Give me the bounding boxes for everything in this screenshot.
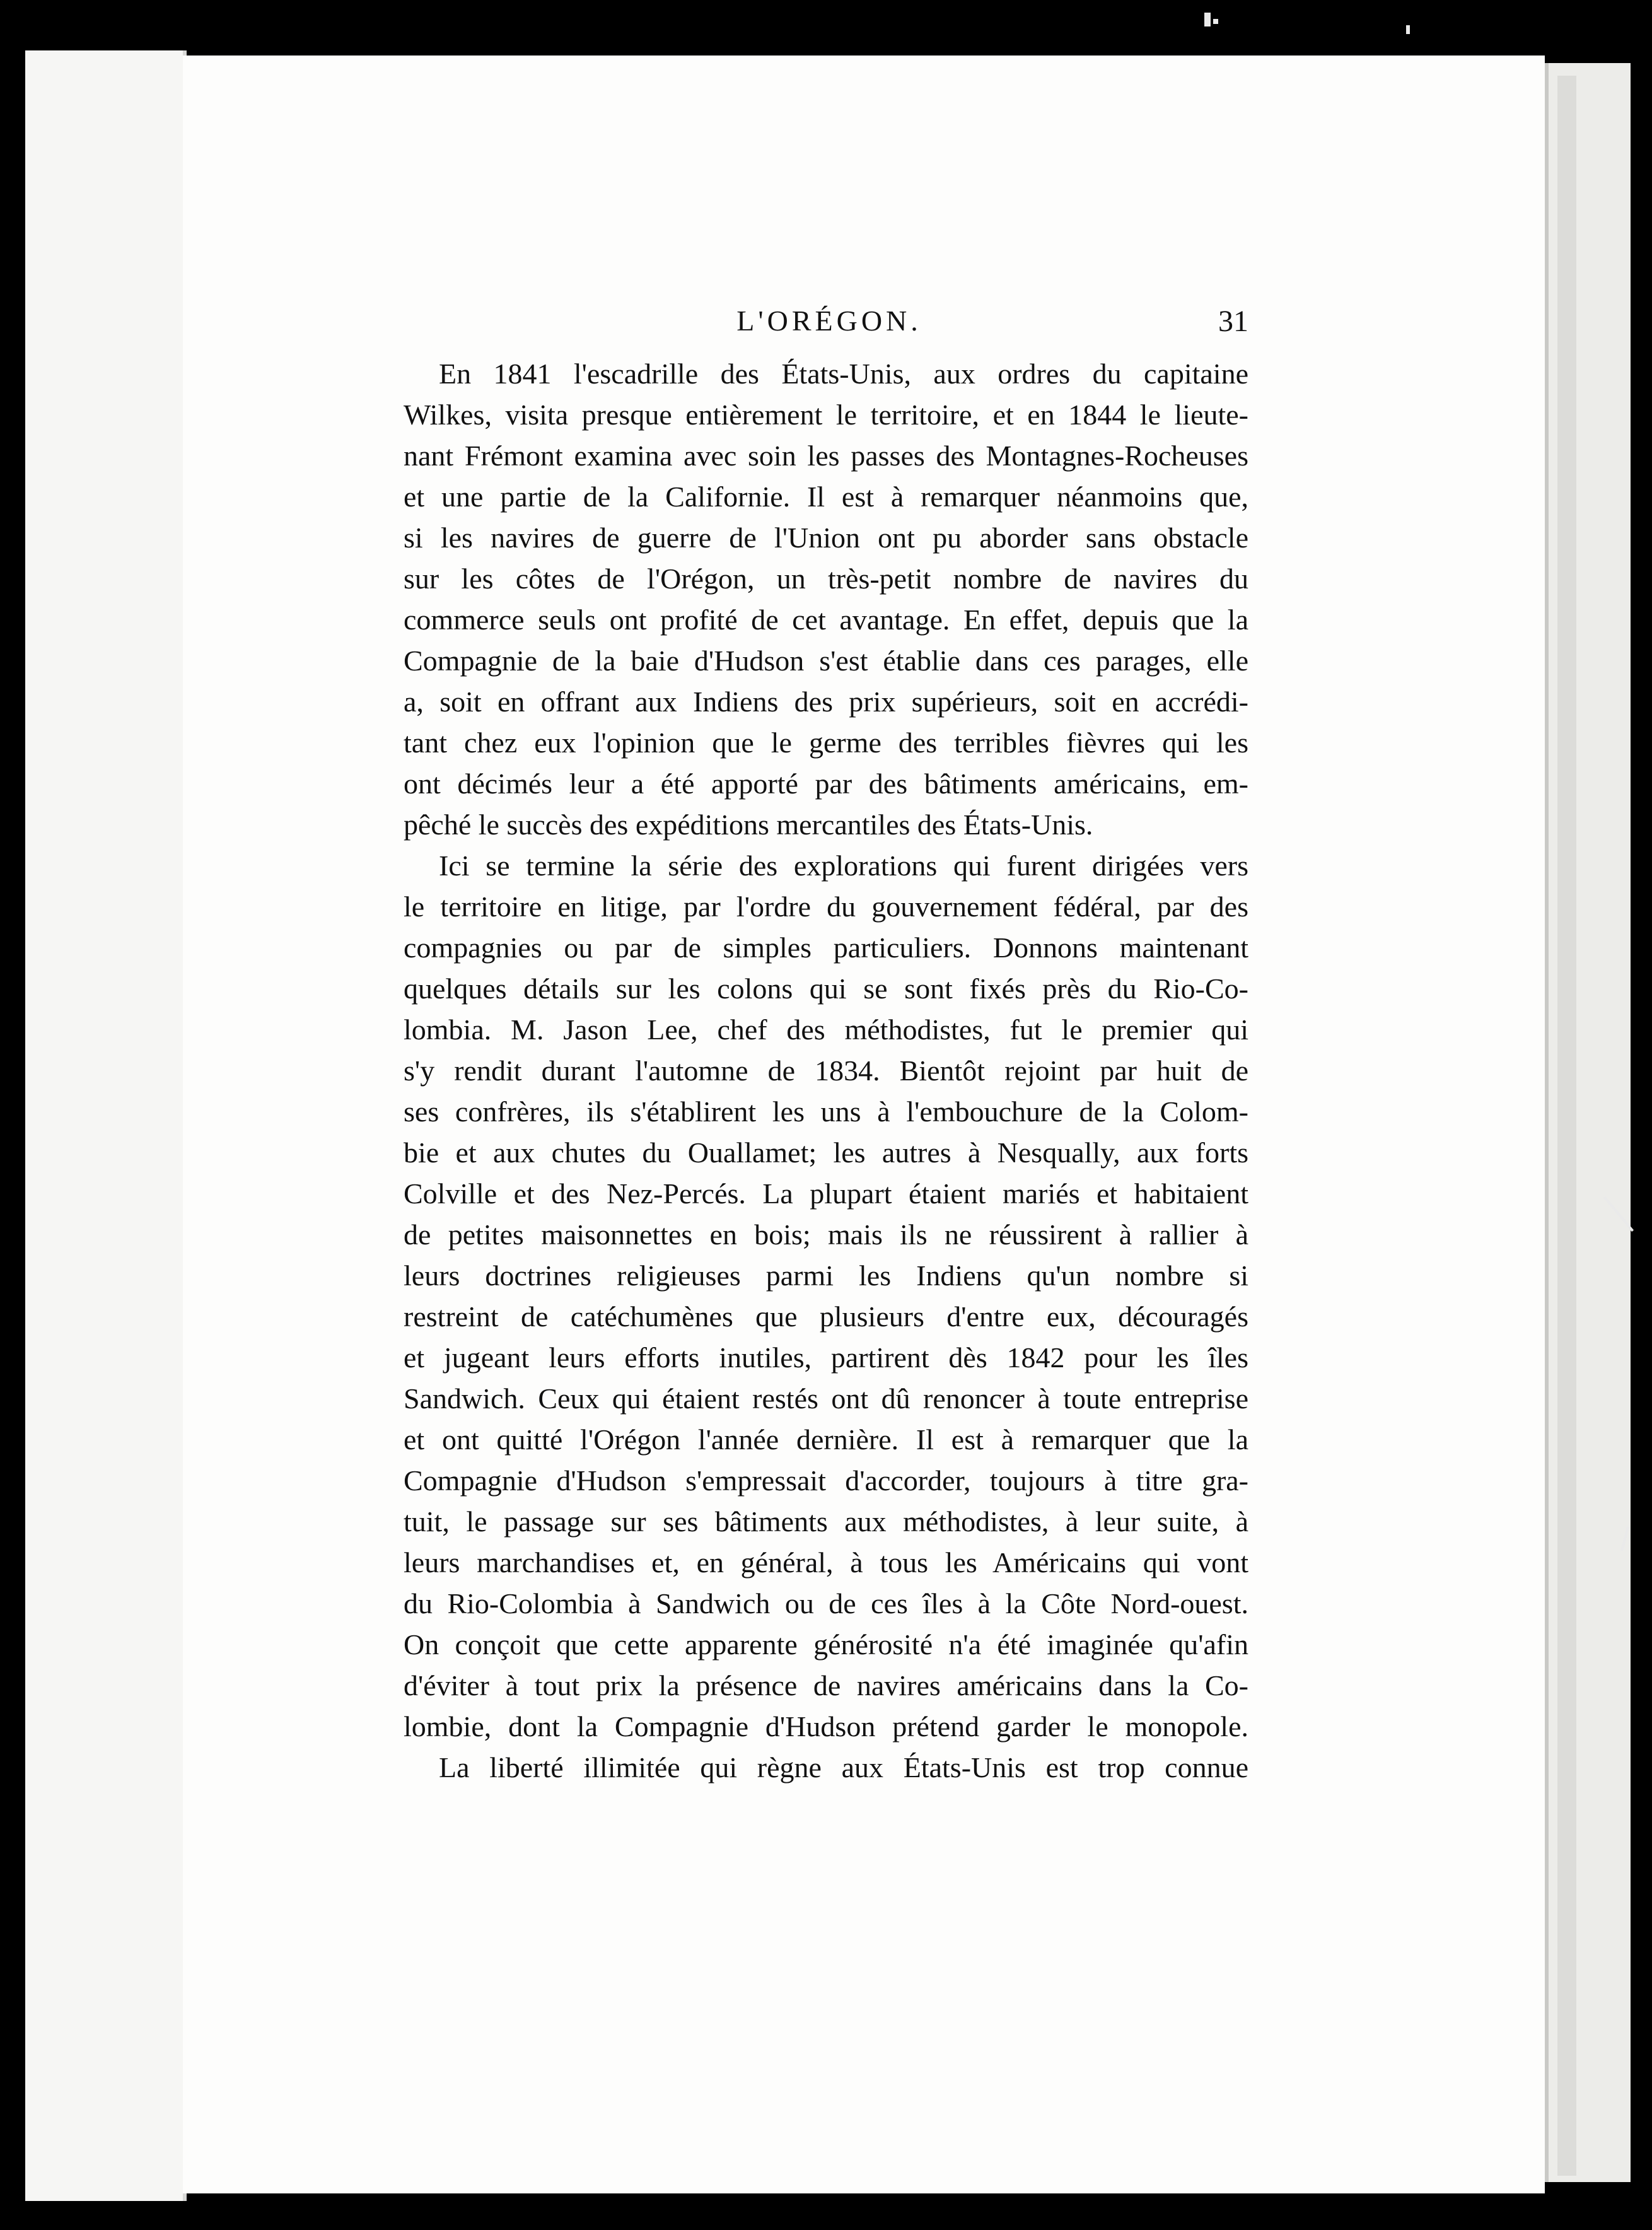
text-line: du Rio-Colombia à Sandwich ou de ces îles à la Côte Nord-ouest. xyxy=(404,1587,1248,1620)
text-line: nant Frémont examina avec soin les passes des Montagnes-Rocheuses xyxy=(404,440,1248,472)
text-body xyxy=(404,353,1248,1788)
text-line: lombia. M. Jason Lee, chef des méthodistes, fut le premier qui xyxy=(404,1013,1248,1046)
text-line: ses confrères, ils s'établirent les uns à l'embouchure de la Colom- xyxy=(404,1095,1248,1128)
text-line: Colville et des Nez-Percés. La plupart étaient mariés et habitaient xyxy=(404,1177,1248,1210)
text-line: d'éviter à tout prix la présence de navires américains dans la Co- xyxy=(404,1669,1248,1702)
text-line: compagnies ou par de simples particuliers. Donnons maintenant xyxy=(404,931,1248,964)
text-line: bie et aux chutes du Ouallamet; les autres à Nesqually, aux forts xyxy=(404,1136,1248,1169)
text-line: tuit, le passage sur ses bâtiments aux méthodistes, à leur suite, à xyxy=(404,1505,1248,1538)
text-line: Ici se termine la série des explorations qui furent dirigées vers xyxy=(439,849,1248,882)
text-line: s'y rendit durant l'automne de 1834. Bientôt rejoint par huit de xyxy=(404,1054,1248,1087)
text-line: sur les côtes de l'Orégon, un très-petit nombre de navires du xyxy=(404,563,1248,595)
text-line: lombie, dont la Compagnie d'Hudson prétend garder le monopole. xyxy=(404,1710,1248,1743)
text-line: et une partie de la Californie. Il est à remarquer néanmoins que, xyxy=(404,481,1248,513)
facing-page-edge xyxy=(25,50,187,2201)
text-line: a, soit en offrant aux Indiens des prix supérieurs, soit en accrédi- xyxy=(404,686,1248,718)
page-number: 31 xyxy=(1218,305,1248,338)
text-line: pêché le succès des expéditions mercantiles des États-Unis. xyxy=(404,809,1093,841)
text-line: En 1841 l'escadrille des États-Unis, aux ordres du capitaine xyxy=(439,358,1248,390)
text-line: et jugeant leurs efforts inutiles, partirent dès 1842 pour les îles xyxy=(404,1341,1248,1374)
text-line: si les navires de guerre de l'Union ont pu aborder sans obstacle xyxy=(404,522,1248,554)
text-line: le territoire en litige, par l'ordre du gouvernement fédéral, par des xyxy=(404,890,1248,923)
text-line: Compagnie d'Hudson s'empressait d'accorder, toujours à titre gra- xyxy=(404,1464,1248,1497)
text-line: Wilkes, visita presque entièrement le territoire, et en 1844 le lieute- xyxy=(404,399,1248,431)
running-title: L'ORÉGON. xyxy=(736,305,922,337)
text-line: leurs marchandises et, en général, à tous les Américains qui vont xyxy=(404,1546,1248,1579)
text-line: Sandwich. Ceux qui étaient restés ont dû renoncer à toute entreprise xyxy=(404,1382,1248,1415)
text-line: quelques détails sur les colons qui se sont fixés près du Rio-Co- xyxy=(404,972,1248,1005)
text-line: Compagnie de la baie d'Hudson s'est établie dans ces parages, elle xyxy=(404,645,1248,677)
text-line: restreint de catéchumènes que plusieurs d'entre eux, découragés xyxy=(404,1300,1248,1333)
text-line: tant chez eux l'opinion que le germe des terribles fièvres qui les xyxy=(404,727,1248,759)
text-line: ont décimés leur a été apporté par des bâtiments américains, em- xyxy=(404,768,1248,800)
text-line: leurs doctrines religieuses parmi les Indiens qu'un nombre si xyxy=(404,1259,1248,1292)
text-line: On conçoit que cette apparente générosité n'a été imaginée qu'afin xyxy=(404,1628,1248,1661)
book-edge-shadow xyxy=(1557,76,1576,2176)
running-head xyxy=(410,304,1248,348)
text-line: de petites maisonnettes en bois; mais ils ne réussirent à rallier à xyxy=(404,1218,1248,1251)
text-line: commerce seuls ont profité de cet avantage. En effet, depuis que la xyxy=(404,604,1248,636)
text-line: et ont quitté l'Orégon l'année dernière. Il est à remarquer que la xyxy=(404,1423,1248,1456)
text-line: La liberté illimitée qui règne aux États-Unis est trop connue xyxy=(439,1751,1248,1783)
